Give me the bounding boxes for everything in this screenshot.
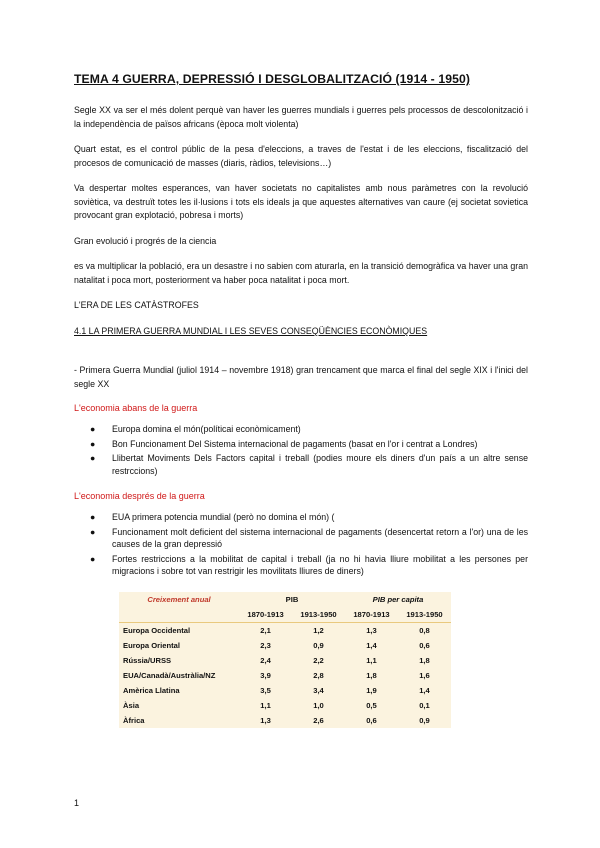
value-cell: 0,9 [313,640,324,650]
paragraph: es va multiplicar la població, era un desastre i no sabien com aturarla, en la transició demogràfica va haver una gran natalitat i poca mort, posteriorment va haber poca natalitat i poca mort. [74,261,528,285]
value-cell: 2,2 [313,655,324,665]
value-cell: 1,0 [313,700,324,710]
before-war-heading: L'economia abans de la guerra [74,403,198,413]
paragraph: Quart estat, es el control públic de la pesa d'eleccions, a traves de l'estat i de les eleccions, fiscalització del procesos de comunicació de masses (diaris, ràdios, televisions…) [74,144,528,168]
region-cell: Amèrica Llatina [123,685,180,695]
value-cell: 3,4 [313,685,324,695]
list-item: ● Bon Funcionament Del Sistema internacional de pagaments (basat en l'or i centrat a Londres) [90,438,478,449]
list-item: ● Fortes restriccions a la mobilitat de capital i treball (ja no hi havia lliure mobilitat a les persones per migracions i sobre tot van restrigir les movilitats lliures de diners) [90,553,528,576]
value-cell: 2,1 [260,625,271,635]
value-cell: 2,8 [313,670,324,680]
table-group-header [119,592,451,607]
value-cell: 1,3 [260,715,271,725]
period-header: 1913-1950 [398,607,451,623]
region-cell: Àsia [123,700,140,710]
page-number: 1 [74,798,80,808]
bullet-icon: ● [90,553,96,564]
region-cell: Àfrica [123,715,145,725]
region-cell: Rússia/URSS [123,655,172,665]
table-row [119,698,451,713]
paragraph: Va despertar moltes esperances, van haver societats no capitalistes amb nous paràmetres con la revolució soviètica, va destruït totes les il·lusions i tots els ideals ja que aquestes alternatives van caure (ej societat sovietica provocant gran explotació, pobresa i morts) [74,183,528,220]
table-row [119,713,451,728]
after-war-list [74,511,528,578]
region-cell: EUA/Canadà/Austràlia/NZ [123,670,216,680]
period-header: 1913-1950 [292,607,345,623]
value-cell: 0,6 [366,715,377,725]
growth-table [119,592,451,728]
value-cell: 1,8 [366,670,377,680]
value-cell: 1,6 [419,670,430,680]
value-cell: 1,2 [313,625,324,635]
value-cell: 1,4 [366,640,377,650]
paragraph: Segle XX va ser el més dolent perquè van haver les guerres mundials i guerres pels processos de descolonització i la independència de països africans (època molt violenta) [74,105,528,129]
list-item: ● Funcionament molt deficient del sistema internacional de pagaments (desencertat retorn a l'or) una de les causes de la gran depressió [90,526,528,549]
table-label: Creixement anual [147,594,211,604]
value-cell: 1,9 [366,685,377,695]
bullet-icon: ● [90,453,96,463]
before-war-list [74,423,528,477]
value-cell: 2,6 [313,715,324,725]
value-cell: 2,4 [260,655,271,665]
table-row [119,622,451,638]
bullet-icon: ● [90,438,96,449]
table-row [119,653,451,668]
bullet-icon: ● [90,512,96,522]
list-item: ● Europa domina el món(políticai econòmicament) [90,424,301,434]
list-item: ● Llibertat Moviments Dels Factors capital i treball (podies moure els diners d'un país a un altre sense restrccions) [90,453,528,476]
period-header: 1870-1913 [239,607,292,623]
value-cell: 2,3 [260,640,271,650]
value-cell: 0,8 [419,625,430,635]
paragraph: Gran evolució i progrés de la ciencia [74,235,217,246]
table-row [119,638,451,653]
value-cell: 0,6 [419,640,430,650]
value-cell: 0,9 [419,715,430,725]
period-header: 1870-1913 [345,607,398,623]
section-subtitle: 4.1 LA PRIMERA GUERRA MUNDIAL I LES SEVES CONSEQÜÈNCIES ECONÒMIQUES [74,325,428,336]
value-cell: 0,5 [366,700,377,710]
value-cell: 3,9 [260,670,271,680]
table-row [119,683,451,698]
group-header-pib-capita: PIB per capita [372,594,424,604]
bullet-icon: ● [90,424,96,434]
page-title: TEMA 4 GUERRA, DEPRESSIÓ I DESGLOBALITZACIÓ (1914 - 1950) [74,72,470,86]
value-cell: 3,5 [260,685,271,695]
intro-paragraph: - Primera Guerra Mundial (juliol 1914 – novembre 1918) gran trencament que marca el final del segle XIX i l'inici del segle XX [74,365,528,389]
value-cell: 1,4 [419,685,430,695]
group-header-pib: PIB [285,594,299,604]
value-cell: 1,8 [419,655,430,665]
list-item: ● EUA primera potencia mundial (però no domina el món) ( [90,512,335,522]
page-content [74,72,528,728]
after-war-heading: L'economia després de la guerra [74,491,205,501]
paragraph: L'ERA DE LES CATÀSTROFES [74,300,199,310]
value-cell: 1,1 [366,655,377,665]
region-cell: Europa Occidental [123,625,191,635]
value-cell: 0,1 [419,700,430,710]
region-cell: Europa Oriental [123,640,180,650]
value-cell: 1,1 [260,700,271,710]
table-period-header [119,607,451,623]
value-cell: 1,3 [366,625,377,635]
table-row [119,668,451,683]
bullet-icon: ● [90,526,96,537]
